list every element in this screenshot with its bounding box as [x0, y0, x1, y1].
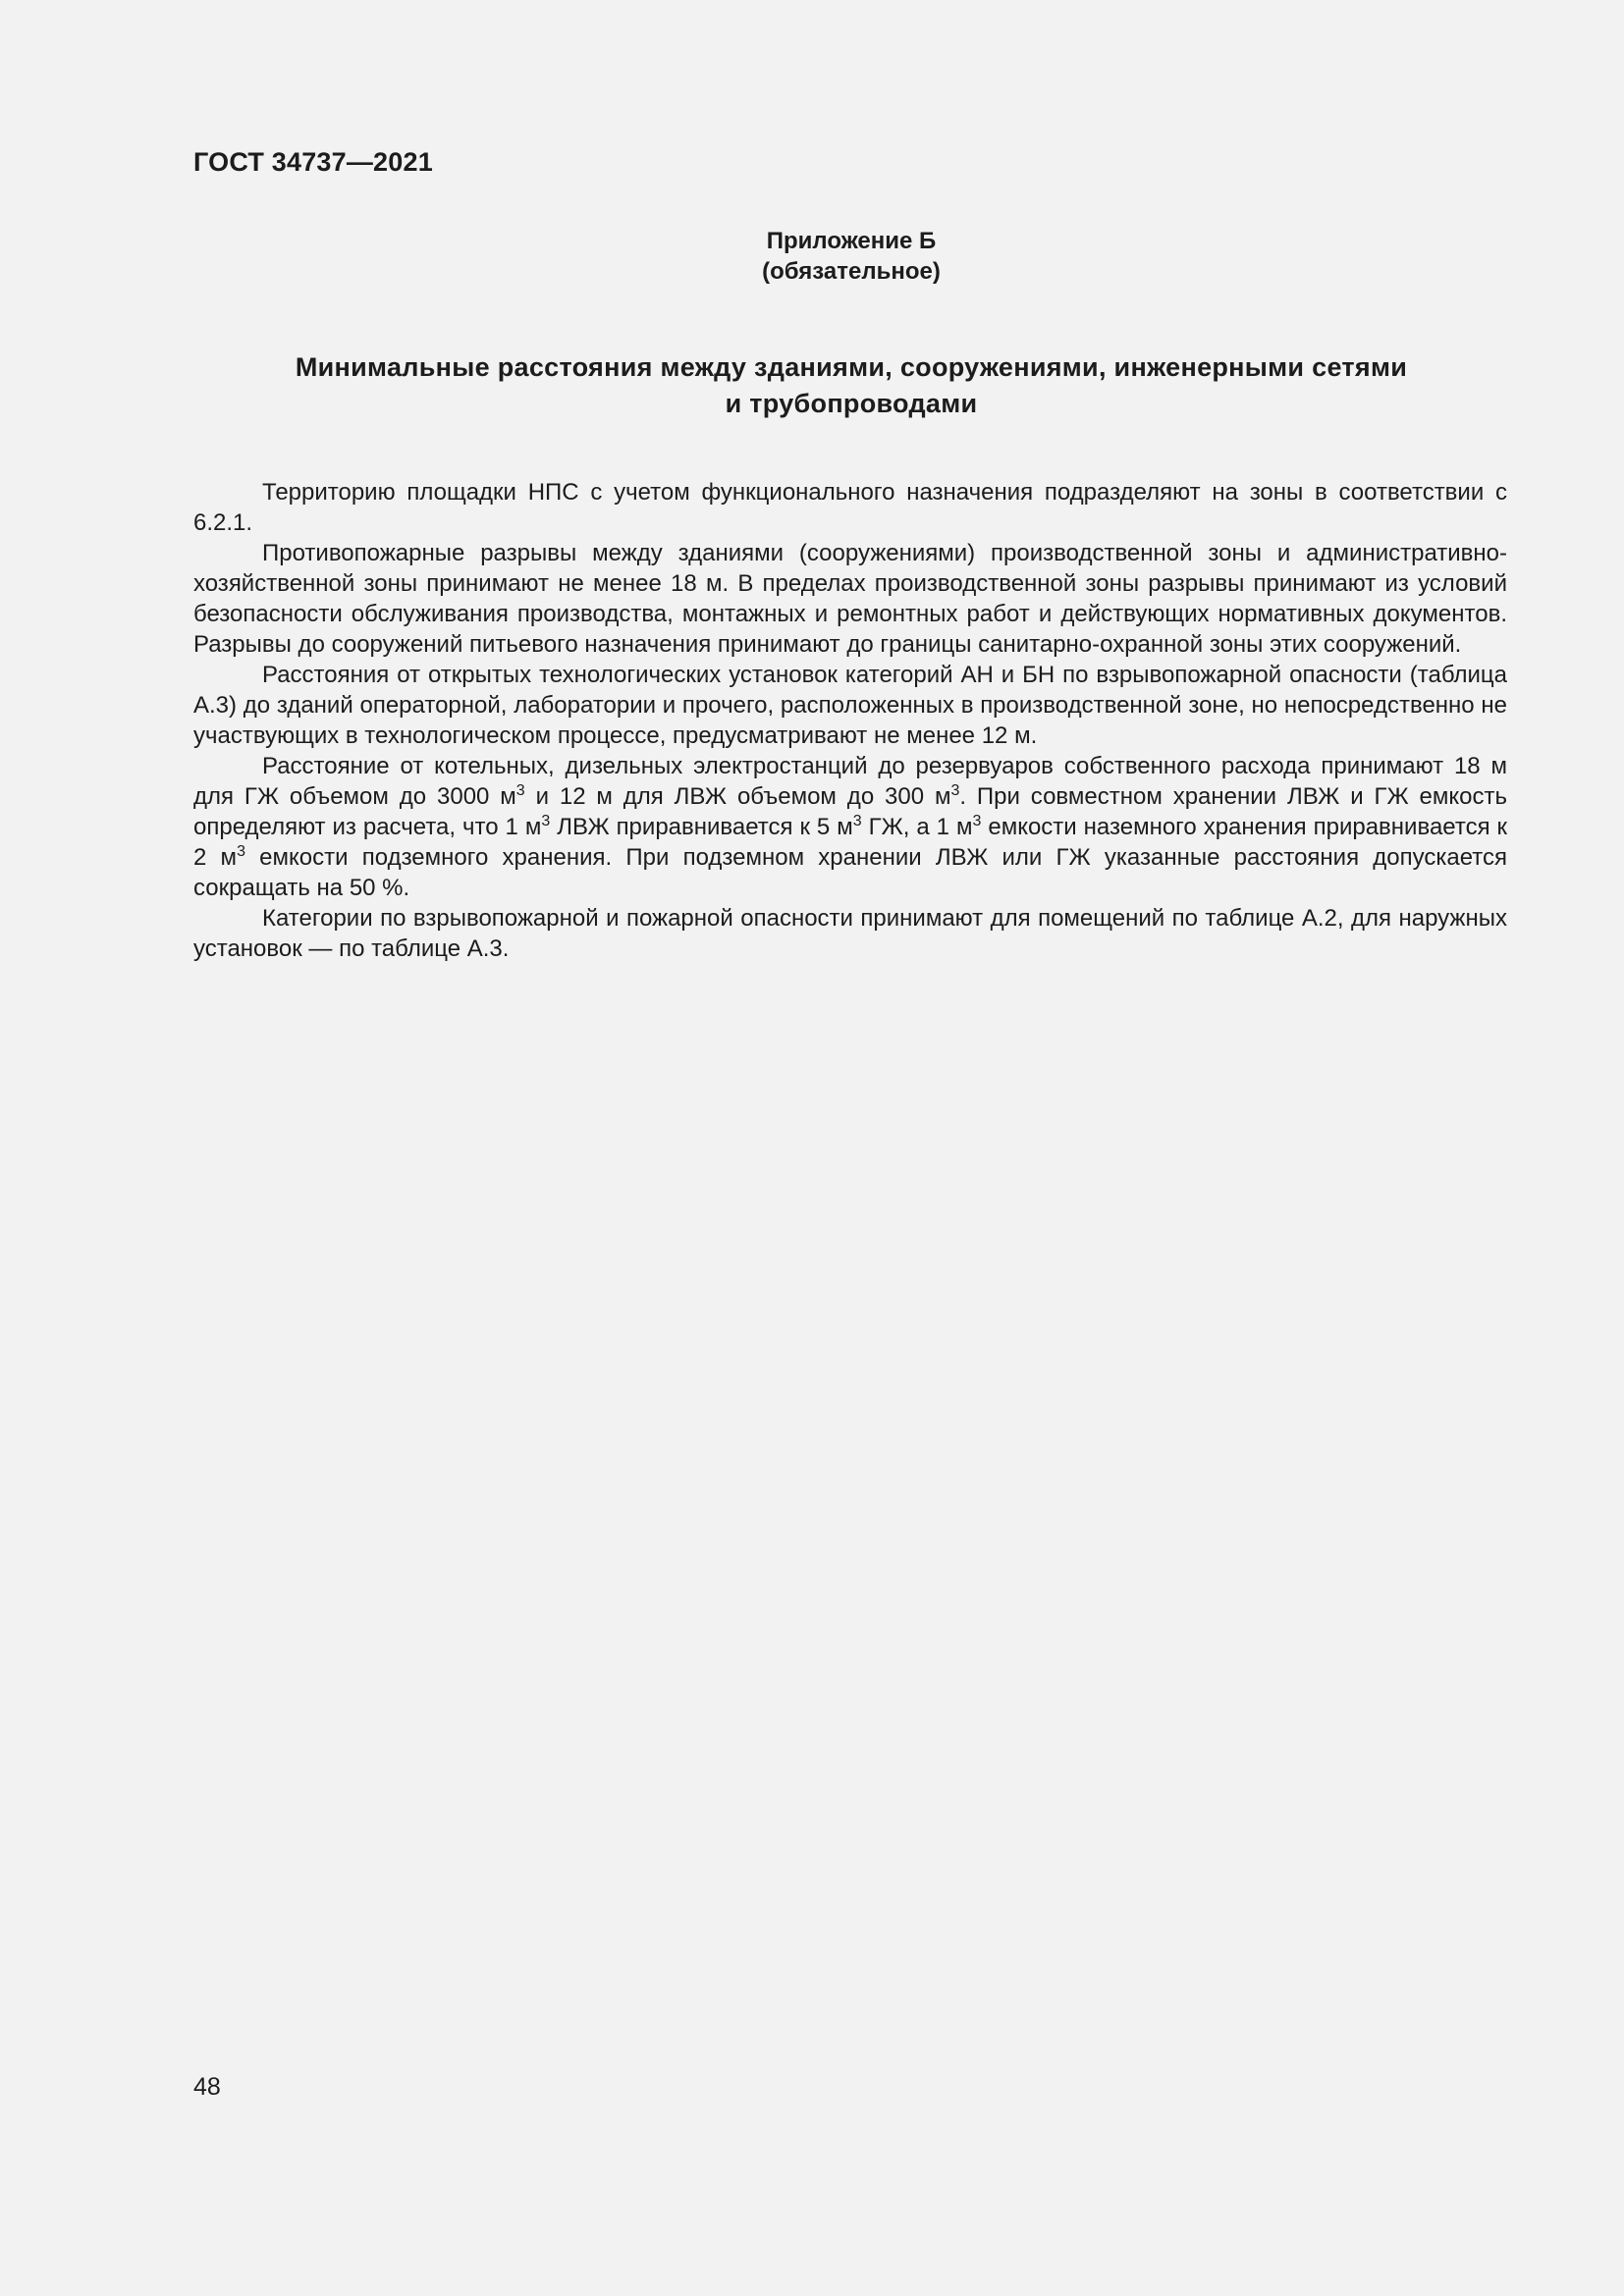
- section-heading-line-2: и трубопроводами: [725, 389, 978, 418]
- page-number: 48: [193, 2073, 221, 2101]
- superscript-cube-1: 3: [515, 782, 525, 799]
- paragraph-4-text-6: емкости наземного хранения приравнивается к 2 м: [193, 814, 1508, 871]
- superscript-cube-5: 3: [972, 813, 982, 829]
- paragraph-4-text-7: емкости подземного хранения. При подземном хранении ЛВЖ или ГЖ указанные расстояния допускается сокращать на 50 %.: [193, 844, 1508, 901]
- superscript-cube-3: 3: [541, 813, 551, 829]
- paragraph-3: Расстояния от открытых технологических установок категорий АН и БН по взрывопожарной опасности (таблица А.3) до зданий операторной, лаборатории и прочего, расположенных в производственной зоне, но непосредственно не участвующих в технологическом процессе, предусматривают не менее 12 м.: [193, 662, 1507, 749]
- paragraph-1: Территорию площадки НПС с учетом функционального назначения подразделяют на зоны в соответствии с 6.2.1.: [193, 479, 1507, 536]
- paragraph-4-text-1: Расстояние от котельных, дизельных электростанций до резервуаров собственного расхода принимают 18 м для ГЖ объемом до 3000 м: [193, 753, 1507, 810]
- section-heading-line-1: Минимальные расстояния между зданиями, сооружениями, инженерными сетями: [295, 352, 1408, 382]
- paragraph-2: Противопожарные разрывы между зданиями (сооружениями) производственной зоны и административно-хозяйственной зоны принимают не менее 18 м. В пределах производственной зоны разрывы принимают из условий безопасности обслуживания производства, монтажных и ремонтных работ и действующих нормативных документов. Разрывы до сооружений питьевого назначения принимают до границы санитарно-охранной зоны этих сооружений.: [193, 540, 1507, 658]
- paragraph-4-text-5: ГЖ, а 1 м: [861, 814, 973, 840]
- superscript-cube-2: 3: [950, 782, 960, 799]
- document-id: ГОСТ 34737—2021: [193, 147, 433, 177]
- paragraph-5: Категории по взрывопожарной и пожарной опасности принимают для помещений по таблице А.2, для наружных установок — по таблице А.3.: [193, 905, 1507, 962]
- superscript-cube-4: 3: [852, 813, 862, 829]
- paragraph-4: [193, 751, 1507, 903]
- body-text: [193, 477, 1507, 964]
- appendix-title: Приложение Б: [766, 228, 937, 254]
- paragraph-4-text-3: . При совместном хранении ЛВЖ и ГЖ емкость определяют из расчета, что 1 м: [193, 783, 1507, 840]
- paragraph-4-text-2: и 12 м для ЛВЖ объемом до 300 м: [524, 783, 951, 810]
- paragraph-4-text-4: ЛВЖ приравнивается к 5 м: [550, 814, 853, 840]
- superscript-cube-6: 3: [237, 843, 245, 860]
- appendix-status: (обязательное): [762, 258, 941, 285]
